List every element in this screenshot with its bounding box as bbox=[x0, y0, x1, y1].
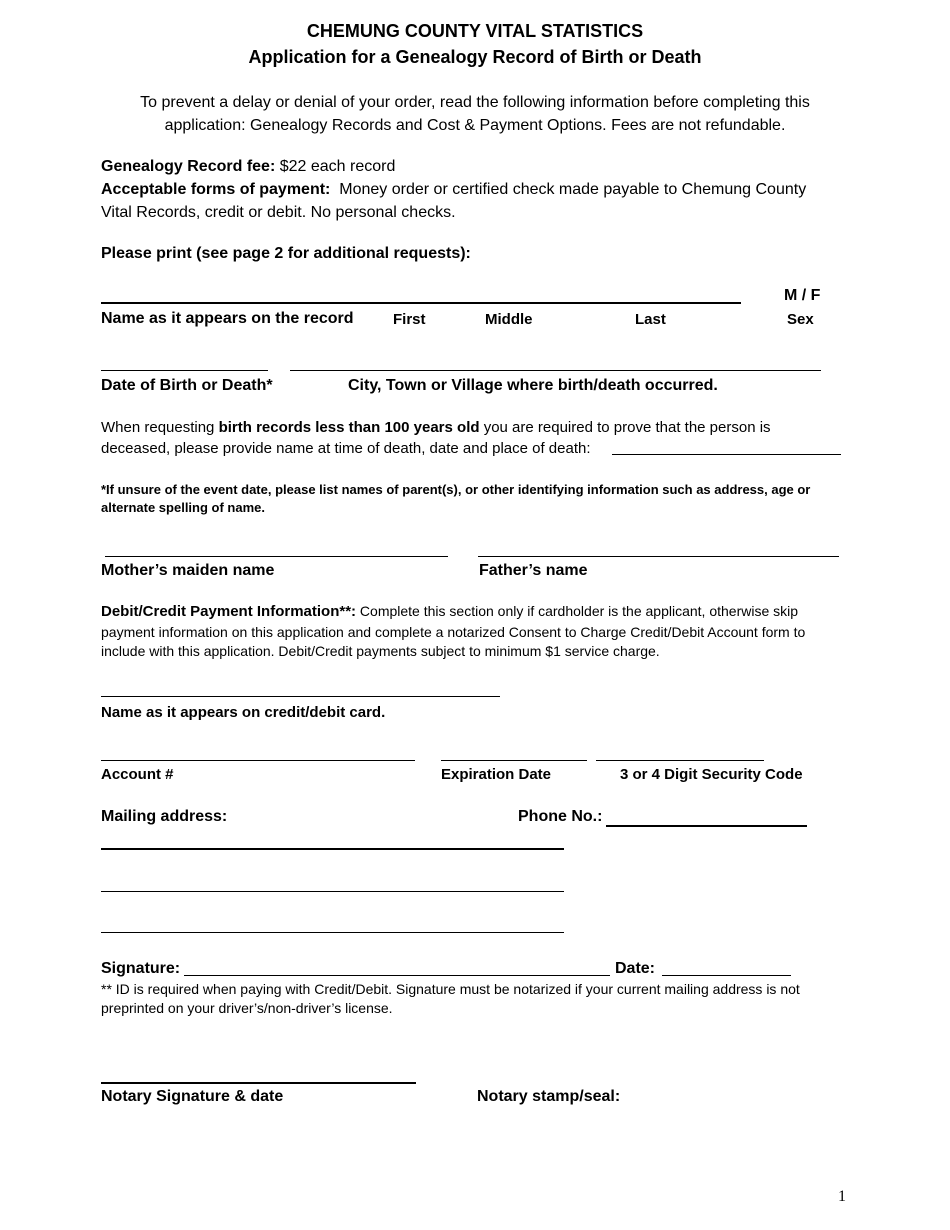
signature-note-line-1: ** ID is required when paying with Credit/Debit. Signature must be notarized if your current mailing address is not bbox=[101, 981, 800, 997]
phone-field[interactable] bbox=[606, 825, 807, 827]
payment-info-text-1: Complete this section only if cardholder is the applicant, otherwise skip bbox=[356, 603, 799, 619]
father-name-field[interactable] bbox=[478, 556, 839, 557]
birth-note-post: you are required to prove that the person is bbox=[479, 419, 771, 436]
intro-line-2: application: Genealogy Records and Cost & Payment Options. Fees are not refundable. bbox=[164, 117, 786, 134]
birth-note-line-1 bbox=[101, 419, 771, 436]
fee-value: $22 each record bbox=[275, 158, 396, 175]
signature-date-field[interactable] bbox=[662, 975, 791, 976]
signature-date-label: Date: bbox=[615, 960, 656, 977]
account-number-label: Account # bbox=[101, 766, 174, 783]
unsure-note-line-2: alternate spelling of name. bbox=[101, 500, 265, 515]
unsure-note-line-1: *If unsure of the event date, please list names of parent(s), or other identifying information such as address, age or bbox=[101, 482, 811, 497]
expiration-date-field[interactable] bbox=[441, 760, 587, 761]
last-label: Last bbox=[635, 311, 666, 328]
signature-field[interactable] bbox=[184, 975, 610, 976]
mother-name-label: Mother’s maiden name bbox=[101, 562, 275, 579]
notary-stamp-label: Notary stamp/seal: bbox=[477, 1088, 621, 1105]
birth-note-line-2: deceased, please provide name at time of death, date and place of death: bbox=[101, 440, 591, 457]
event-date-label: Date of Birth or Death* bbox=[101, 377, 273, 394]
fee-text bbox=[101, 158, 395, 176]
phone-label: Phone No.: bbox=[518, 808, 603, 825]
event-place-field[interactable] bbox=[290, 370, 821, 371]
father-name-label: Father’s name bbox=[479, 562, 588, 579]
card-name-label: Name as it appears on credit/debit card. bbox=[101, 704, 386, 721]
birth-note-bold: birth records less than 100 years old bbox=[218, 419, 480, 436]
death-info-field[interactable] bbox=[612, 454, 841, 455]
first-label: First bbox=[393, 311, 426, 328]
payment-info-line-1 bbox=[101, 603, 798, 621]
payment-line-1: Money order or certified check made payable to Chemung County bbox=[339, 181, 807, 198]
mailing-address-label: Mailing address: bbox=[101, 808, 228, 825]
mf-label: M / F bbox=[784, 287, 821, 304]
record-name-label: Name as it appears on the record bbox=[101, 310, 354, 327]
print-instruction: Please print (see page 2 for additional requests): bbox=[101, 245, 471, 262]
event-place-label: City, Town or Village where birth/death occurred. bbox=[348, 377, 718, 394]
sex-label: Sex bbox=[787, 311, 814, 328]
payment-text bbox=[101, 181, 806, 199]
middle-label: Middle bbox=[485, 311, 533, 328]
page-number: 1 bbox=[838, 1188, 846, 1205]
payment-info-heading: Debit/Credit Payment Information**: bbox=[101, 603, 357, 620]
notary-signature-label: Notary Signature & date bbox=[101, 1088, 284, 1105]
fee-label: Genealogy Record fee: bbox=[101, 158, 276, 175]
expiration-date-label: Expiration Date bbox=[441, 766, 552, 783]
form-title: CHEMUNG COUNTY VITAL STATISTICS bbox=[306, 21, 644, 41]
mailing-address-field-1[interactable] bbox=[101, 848, 564, 850]
mailing-address-field-2[interactable] bbox=[101, 891, 564, 892]
payment-line-2: Vital Records, credit or debit. No personal checks. bbox=[101, 204, 456, 221]
security-code-label: 3 or 4 Digit Security Code bbox=[620, 766, 803, 783]
event-date-field[interactable] bbox=[101, 370, 268, 371]
intro-line-1: To prevent a delay or denial of your order, read the following information before completing this bbox=[140, 94, 810, 111]
mailing-address-field-3[interactable] bbox=[101, 932, 564, 933]
card-name-field[interactable] bbox=[101, 696, 500, 697]
mother-name-field[interactable] bbox=[105, 556, 448, 557]
account-number-field[interactable] bbox=[101, 760, 415, 761]
payment-info-line-3: include with this application. Debit/Credit payments subject to minimum $1 service charge. bbox=[101, 643, 660, 659]
signature-label: Signature: bbox=[101, 960, 181, 977]
payment-info-line-2: payment information on this application and complete a notarized Consent to Charge Credit/Debit Account form to bbox=[101, 624, 806, 640]
birth-note-pre: When requesting bbox=[101, 419, 219, 436]
security-code-field[interactable] bbox=[596, 760, 764, 761]
notary-signature-field[interactable] bbox=[101, 1082, 416, 1084]
record-name-field[interactable] bbox=[101, 302, 741, 304]
signature-note-line-2: preprinted on your driver’s/non-driver’s license. bbox=[101, 1000, 393, 1016]
payment-label: Acceptable forms of payment: bbox=[101, 181, 331, 198]
form-subtitle: Application for a Genealogy Record of Birth or Death bbox=[248, 47, 702, 67]
